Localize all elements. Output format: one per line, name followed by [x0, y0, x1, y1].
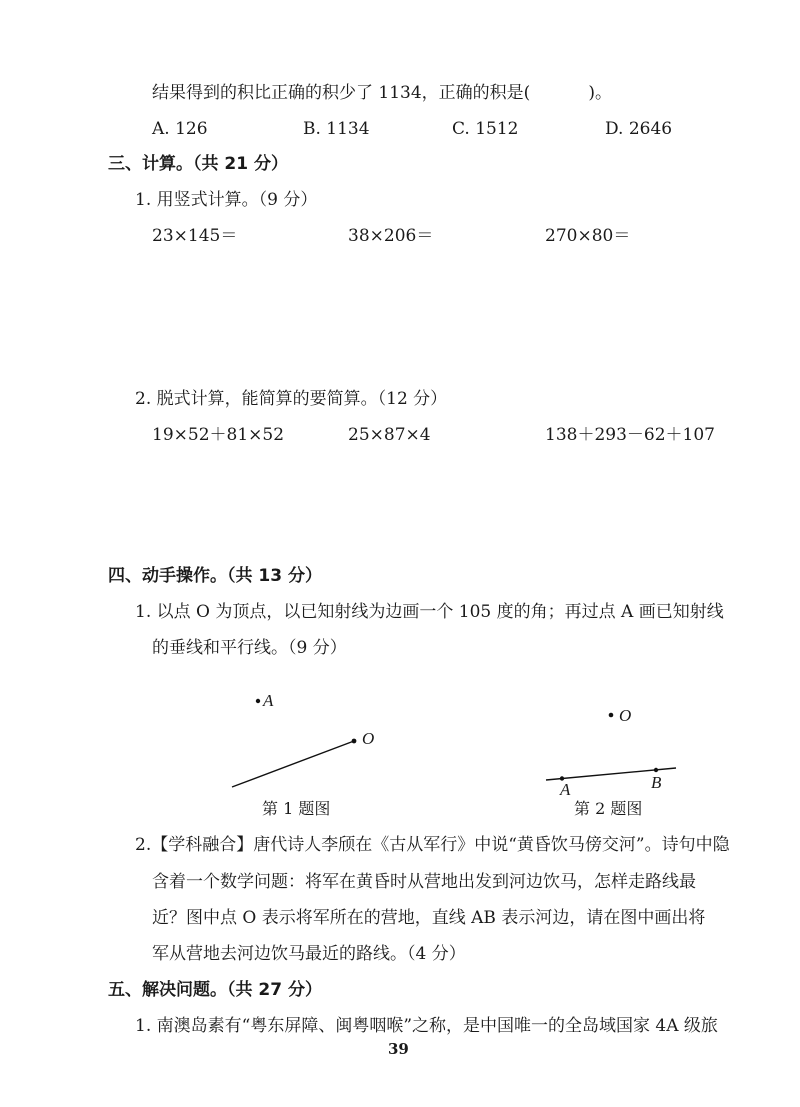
section3-title: 三、计算。（共 21 分） [108, 154, 288, 174]
fig2-label-a: A [560, 780, 571, 799]
fig2-label-o: O [619, 706, 632, 725]
point-o-dot [352, 739, 357, 744]
vertical-calc-2: 38×206＝ [348, 226, 434, 246]
section4-q2-line1: 2.【学科融合】唐代诗人李颀在《古从军行》中说“黄昏饮马傍交河”。诗句中隐 [135, 835, 730, 855]
page-number: 39 [388, 1040, 409, 1058]
section5-q1-line1: 1. 南澳岛素有“粤东屏障、闽粤咽喉”之称，是中国唯一的全岛域国家 4A 级旅 [135, 1016, 718, 1036]
section4-title: 四、动手操作。（共 13 分） [108, 566, 322, 586]
option-b: B. 1134 [303, 119, 370, 139]
fig1-label-a: A [263, 691, 274, 710]
fig2-label-b: B [651, 773, 662, 792]
section4-q2-line3: 近？图中点 O 表示将军所在的营地，直线 AB 表示河边，请在图中画出将 [152, 908, 706, 928]
section5-title: 五、解决问题。（共 27 分） [108, 980, 322, 1000]
question-tail-line [152, 82, 612, 104]
given-ray [232, 741, 354, 787]
section4-q1-line2: 的垂线和平行线。（9 分） [152, 638, 347, 658]
stepwise-calc-1: 19×52＋81×52 [152, 425, 285, 445]
fig1-caption: 第 1 题图 [262, 799, 331, 818]
vertical-calc-1: 23×145＝ [152, 226, 238, 246]
stepwise-calc-2: 25×87×4 [348, 425, 431, 445]
point-a-dot [256, 699, 260, 703]
stepwise-calc-3: 138＋293－62＋107 [545, 425, 715, 445]
section4-q2-line4: 军从营地去河边饮马最近的路线。（4 分） [152, 944, 466, 964]
option-d: D. 2646 [605, 119, 673, 139]
section4-q1-line1: 1. 以点 O 为顶点，以已知射线为边画一个 105 度的角；再过点 A 画已知射线 [135, 602, 724, 622]
option-a: A. 126 [152, 119, 208, 139]
fig2-caption: 第 2 题图 [574, 799, 643, 818]
section3-q1-title: 1. 用竖式计算。（9 分） [135, 190, 318, 210]
vertical-calc-3: 270×80＝ [545, 226, 631, 246]
point-o-dot [609, 713, 614, 718]
question-tail-text: 结果得到的积比正确的积少了 1134，正确的积是( [152, 83, 531, 103]
section4-q2-line2: 含着一个数学问题：将军在黄昏时从营地出发到河边饮马，怎样走路线最 [152, 872, 696, 892]
fig1-label-o: O [362, 729, 375, 748]
option-c: C. 1512 [452, 119, 519, 139]
question-tail-close: )。 [588, 83, 612, 103]
figure-2[interactable] [540, 700, 690, 790]
section3-q2-title: 2. 脱式计算，能简算的要简算。（12 分） [135, 389, 448, 409]
